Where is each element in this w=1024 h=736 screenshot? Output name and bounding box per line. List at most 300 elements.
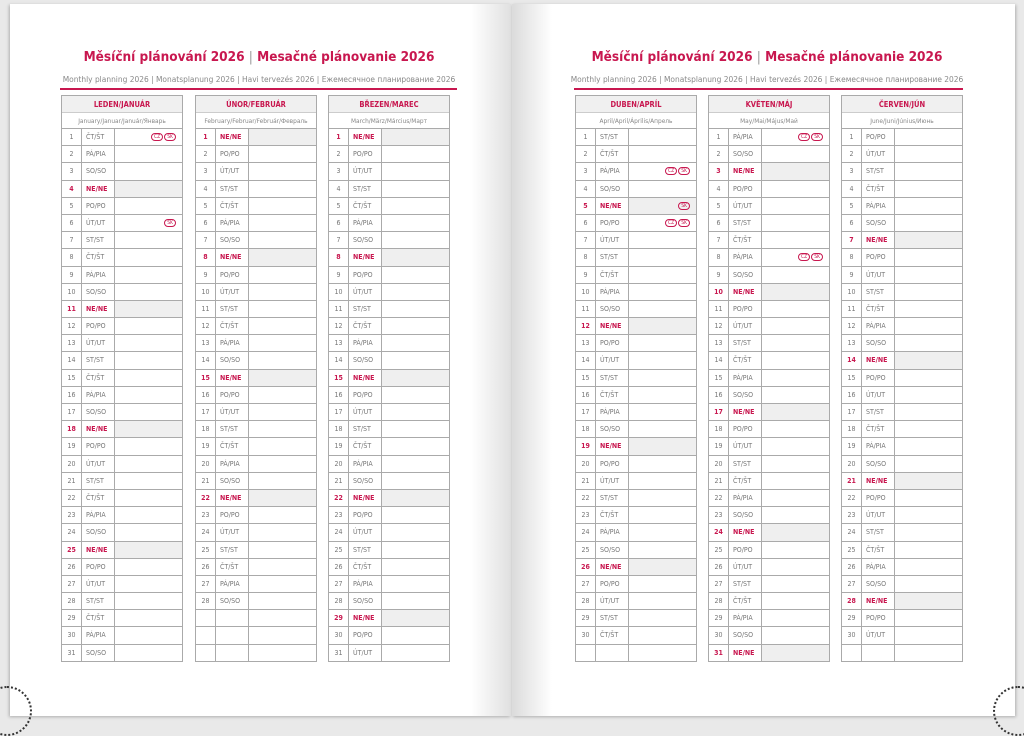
note-cell[interactable]	[115, 318, 182, 334]
day-row[interactable]	[196, 490, 316, 507]
day-row[interactable]	[196, 267, 316, 284]
note-cell[interactable]	[382, 438, 449, 454]
note-cell[interactable]	[762, 627, 829, 643]
day-row[interactable]	[842, 542, 962, 559]
note-cell[interactable]	[115, 627, 182, 643]
day-row[interactable]	[576, 490, 696, 507]
note-cell[interactable]	[895, 627, 962, 643]
note-cell[interactable]	[249, 198, 316, 214]
note-cell[interactable]	[629, 524, 696, 540]
note-cell[interactable]	[115, 232, 182, 248]
note-cell[interactable]	[629, 284, 696, 300]
day-row[interactable]	[196, 163, 316, 180]
day-row[interactable]	[576, 352, 696, 369]
note-cell[interactable]	[115, 352, 182, 368]
note-cell[interactable]	[382, 232, 449, 248]
day-row[interactable]	[62, 438, 182, 455]
note-cell[interactable]	[382, 352, 449, 368]
day-row[interactable]	[62, 284, 182, 301]
day-row[interactable]	[709, 542, 829, 559]
day-row[interactable]	[709, 490, 829, 507]
day-row[interactable]	[196, 438, 316, 455]
note-cell[interactable]	[629, 146, 696, 162]
day-row[interactable]	[842, 146, 962, 163]
day-row[interactable]	[329, 387, 449, 404]
day-row[interactable]	[62, 318, 182, 335]
day-row[interactable]	[62, 524, 182, 541]
day-row[interactable]	[842, 610, 962, 627]
day-row[interactable]	[62, 129, 182, 146]
day-row[interactable]	[196, 645, 316, 662]
day-row[interactable]	[196, 249, 316, 266]
day-row[interactable]	[62, 301, 182, 318]
day-row[interactable]	[576, 542, 696, 559]
note-cell[interactable]	[762, 215, 829, 231]
note-cell[interactable]	[895, 387, 962, 403]
day-row[interactable]	[329, 267, 449, 284]
day-row[interactable]	[709, 404, 829, 421]
day-row[interactable]	[709, 249, 829, 266]
day-row[interactable]	[62, 198, 182, 215]
day-row[interactable]	[709, 645, 829, 662]
day-row[interactable]	[329, 370, 449, 387]
note-cell[interactable]	[895, 559, 962, 575]
day-row[interactable]	[196, 559, 316, 576]
note-cell[interactable]	[895, 352, 962, 368]
note-cell[interactable]	[762, 559, 829, 575]
note-cell[interactable]	[762, 163, 829, 179]
day-row[interactable]	[576, 370, 696, 387]
day-row[interactable]	[329, 352, 449, 369]
note-cell[interactable]	[249, 215, 316, 231]
day-row[interactable]	[576, 610, 696, 627]
note-cell[interactable]	[249, 249, 316, 265]
day-row[interactable]	[842, 198, 962, 215]
day-row[interactable]	[576, 473, 696, 490]
note-cell[interactable]	[895, 576, 962, 592]
day-row[interactable]	[709, 318, 829, 335]
day-row[interactable]	[709, 301, 829, 318]
day-row[interactable]	[576, 404, 696, 421]
note-cell[interactable]	[895, 438, 962, 454]
day-row[interactable]	[196, 301, 316, 318]
note-cell[interactable]	[249, 438, 316, 454]
day-row[interactable]	[329, 129, 449, 146]
day-row[interactable]	[62, 215, 182, 232]
note-cell[interactable]	[382, 215, 449, 231]
day-row[interactable]	[196, 473, 316, 490]
note-cell[interactable]	[382, 473, 449, 489]
note-cell[interactable]	[629, 490, 696, 506]
day-row[interactable]	[62, 593, 182, 610]
day-row[interactable]	[709, 593, 829, 610]
day-row[interactable]	[196, 593, 316, 610]
note-cell[interactable]	[895, 404, 962, 420]
note-cell[interactable]	[762, 181, 829, 197]
day-row[interactable]	[842, 473, 962, 490]
note-cell[interactable]	[762, 198, 829, 214]
note-cell[interactable]	[382, 610, 449, 626]
note-cell[interactable]	[115, 301, 182, 317]
note-cell[interactable]	[382, 645, 449, 661]
note-cell[interactable]	[382, 146, 449, 162]
day-row[interactable]	[709, 181, 829, 198]
note-cell[interactable]	[629, 198, 696, 214]
note-cell[interactable]	[249, 370, 316, 386]
note-cell[interactable]	[382, 301, 449, 317]
note-cell[interactable]	[895, 215, 962, 231]
day-row[interactable]	[196, 507, 316, 524]
note-cell[interactable]	[115, 456, 182, 472]
day-row[interactable]	[62, 576, 182, 593]
day-row[interactable]	[62, 421, 182, 438]
note-cell[interactable]	[382, 370, 449, 386]
day-row[interactable]	[329, 524, 449, 541]
day-row[interactable]	[842, 456, 962, 473]
note-cell[interactable]	[762, 146, 829, 162]
day-row[interactable]	[196, 370, 316, 387]
day-row[interactable]	[709, 576, 829, 593]
note-cell[interactable]	[629, 249, 696, 265]
note-cell[interactable]	[249, 507, 316, 523]
day-row[interactable]	[709, 284, 829, 301]
note-cell[interactable]	[382, 404, 449, 420]
day-row[interactable]	[329, 490, 449, 507]
note-cell[interactable]	[762, 232, 829, 248]
note-cell[interactable]	[382, 387, 449, 403]
day-row[interactable]	[842, 163, 962, 180]
day-row[interactable]	[576, 645, 696, 662]
note-cell[interactable]	[115, 490, 182, 506]
note-cell[interactable]	[115, 129, 182, 145]
note-cell[interactable]	[382, 421, 449, 437]
note-cell[interactable]	[762, 129, 829, 145]
day-row[interactable]	[576, 421, 696, 438]
day-row[interactable]	[62, 267, 182, 284]
day-row[interactable]	[842, 404, 962, 421]
note-cell[interactable]	[629, 559, 696, 575]
day-row[interactable]	[196, 576, 316, 593]
day-row[interactable]	[196, 181, 316, 198]
day-row[interactable]	[196, 232, 316, 249]
day-row[interactable]	[709, 232, 829, 249]
day-row[interactable]	[329, 507, 449, 524]
day-row[interactable]	[62, 610, 182, 627]
day-row[interactable]	[329, 542, 449, 559]
note-cell[interactable]	[895, 456, 962, 472]
day-row[interactable]	[62, 352, 182, 369]
day-row[interactable]	[196, 352, 316, 369]
day-row[interactable]	[709, 163, 829, 180]
day-row[interactable]	[842, 576, 962, 593]
day-row[interactable]	[329, 421, 449, 438]
note-cell[interactable]	[115, 593, 182, 609]
note-cell[interactable]	[762, 404, 829, 420]
note-cell[interactable]	[115, 181, 182, 197]
day-row[interactable]	[576, 129, 696, 146]
day-row[interactable]	[709, 267, 829, 284]
note-cell[interactable]	[762, 335, 829, 351]
day-row[interactable]	[842, 421, 962, 438]
note-cell[interactable]	[382, 456, 449, 472]
note-cell[interactable]	[895, 335, 962, 351]
note-cell[interactable]	[895, 318, 962, 334]
note-cell[interactable]	[895, 301, 962, 317]
note-cell[interactable]	[382, 576, 449, 592]
note-cell[interactable]	[115, 610, 182, 626]
day-row[interactable]	[576, 507, 696, 524]
note-cell[interactable]	[895, 421, 962, 437]
note-cell[interactable]	[382, 181, 449, 197]
day-row[interactable]	[576, 593, 696, 610]
day-row[interactable]	[329, 576, 449, 593]
day-row[interactable]	[329, 232, 449, 249]
note-cell[interactable]	[382, 593, 449, 609]
note-cell[interactable]	[249, 352, 316, 368]
note-cell[interactable]	[249, 129, 316, 145]
day-row[interactable]	[709, 627, 829, 644]
day-row[interactable]	[329, 456, 449, 473]
day-row[interactable]	[709, 146, 829, 163]
note-cell[interactable]	[115, 370, 182, 386]
note-cell[interactable]	[382, 507, 449, 523]
day-row[interactable]	[576, 387, 696, 404]
day-row[interactable]	[709, 524, 829, 541]
day-row[interactable]	[709, 421, 829, 438]
day-row[interactable]	[62, 249, 182, 266]
note-cell[interactable]	[895, 267, 962, 283]
day-row[interactable]	[196, 610, 316, 627]
note-cell[interactable]	[382, 129, 449, 145]
note-cell[interactable]	[249, 559, 316, 575]
day-row[interactable]	[709, 473, 829, 490]
note-cell[interactable]	[115, 387, 182, 403]
note-cell[interactable]	[629, 456, 696, 472]
note-cell[interactable]	[249, 456, 316, 472]
note-cell[interactable]	[382, 542, 449, 558]
note-cell[interactable]	[629, 507, 696, 523]
note-cell[interactable]	[629, 387, 696, 403]
note-cell[interactable]	[762, 318, 829, 334]
note-cell[interactable]	[115, 559, 182, 575]
note-cell[interactable]	[115, 249, 182, 265]
day-row[interactable]	[842, 352, 962, 369]
day-row[interactable]	[62, 559, 182, 576]
note-cell[interactable]	[249, 610, 316, 626]
note-cell[interactable]	[249, 542, 316, 558]
day-row[interactable]	[842, 215, 962, 232]
day-row[interactable]	[842, 318, 962, 335]
note-cell[interactable]	[762, 490, 829, 506]
day-row[interactable]	[709, 559, 829, 576]
day-row[interactable]	[842, 438, 962, 455]
day-row[interactable]	[842, 524, 962, 541]
note-cell[interactable]	[895, 542, 962, 558]
note-cell[interactable]	[895, 593, 962, 609]
day-row[interactable]	[329, 627, 449, 644]
note-cell[interactable]	[382, 284, 449, 300]
day-row[interactable]	[62, 473, 182, 490]
day-row[interactable]	[842, 232, 962, 249]
day-row[interactable]	[62, 404, 182, 421]
day-row[interactable]	[576, 249, 696, 266]
note-cell[interactable]	[895, 507, 962, 523]
note-cell[interactable]	[249, 404, 316, 420]
note-cell[interactable]	[249, 146, 316, 162]
day-row[interactable]	[196, 524, 316, 541]
day-row[interactable]	[329, 146, 449, 163]
day-row[interactable]	[709, 456, 829, 473]
day-row[interactable]	[62, 181, 182, 198]
day-row[interactable]	[842, 507, 962, 524]
note-cell[interactable]	[115, 163, 182, 179]
note-cell[interactable]	[762, 542, 829, 558]
day-row[interactable]	[196, 335, 316, 352]
note-cell[interactable]	[895, 610, 962, 626]
day-row[interactable]	[196, 146, 316, 163]
note-cell[interactable]	[629, 318, 696, 334]
day-row[interactable]	[709, 507, 829, 524]
note-cell[interactable]	[762, 593, 829, 609]
note-cell[interactable]	[629, 610, 696, 626]
day-row[interactable]	[329, 301, 449, 318]
note-cell[interactable]	[895, 146, 962, 162]
day-row[interactable]	[709, 370, 829, 387]
note-cell[interactable]	[249, 387, 316, 403]
note-cell[interactable]	[629, 473, 696, 489]
day-row[interactable]	[329, 645, 449, 662]
day-row[interactable]	[329, 610, 449, 627]
note-cell[interactable]	[382, 249, 449, 265]
day-row[interactable]	[576, 215, 696, 232]
day-row[interactable]	[329, 249, 449, 266]
note-cell[interactable]	[249, 163, 316, 179]
day-row[interactable]	[196, 129, 316, 146]
note-cell[interactable]	[382, 267, 449, 283]
day-row[interactable]	[576, 438, 696, 455]
day-row[interactable]	[576, 456, 696, 473]
day-row[interactable]	[196, 542, 316, 559]
day-row[interactable]	[842, 627, 962, 644]
day-row[interactable]	[62, 387, 182, 404]
day-row[interactable]	[709, 215, 829, 232]
note-cell[interactable]	[115, 473, 182, 489]
note-cell[interactable]	[895, 181, 962, 197]
day-row[interactable]	[576, 198, 696, 215]
day-row[interactable]	[329, 335, 449, 352]
note-cell[interactable]	[762, 610, 829, 626]
day-row[interactable]	[329, 215, 449, 232]
day-row[interactable]	[329, 438, 449, 455]
note-cell[interactable]	[895, 284, 962, 300]
note-cell[interactable]	[249, 576, 316, 592]
note-cell[interactable]	[249, 284, 316, 300]
note-cell[interactable]	[895, 473, 962, 489]
day-row[interactable]	[576, 318, 696, 335]
note-cell[interactable]	[629, 542, 696, 558]
note-cell[interactable]	[249, 335, 316, 351]
note-cell[interactable]	[762, 352, 829, 368]
day-row[interactable]	[842, 387, 962, 404]
note-cell[interactable]	[762, 507, 829, 523]
day-row[interactable]	[842, 181, 962, 198]
day-row[interactable]	[196, 198, 316, 215]
day-row[interactable]	[196, 627, 316, 644]
note-cell[interactable]	[629, 352, 696, 368]
note-cell[interactable]	[115, 215, 182, 231]
note-cell[interactable]	[762, 370, 829, 386]
note-cell[interactable]	[249, 421, 316, 437]
day-row[interactable]	[576, 576, 696, 593]
note-cell[interactable]	[249, 232, 316, 248]
note-cell[interactable]	[629, 232, 696, 248]
day-row[interactable]	[196, 215, 316, 232]
note-cell[interactable]	[115, 524, 182, 540]
note-cell[interactable]	[629, 163, 696, 179]
day-row[interactable]	[842, 301, 962, 318]
note-cell[interactable]	[249, 267, 316, 283]
note-cell[interactable]	[249, 627, 316, 643]
note-cell[interactable]	[382, 318, 449, 334]
note-cell[interactable]	[629, 645, 696, 661]
day-row[interactable]	[62, 627, 182, 644]
day-row[interactable]	[576, 267, 696, 284]
note-cell[interactable]	[115, 421, 182, 437]
day-row[interactable]	[842, 593, 962, 610]
note-cell[interactable]	[249, 318, 316, 334]
day-row[interactable]	[329, 404, 449, 421]
note-cell[interactable]	[249, 593, 316, 609]
day-row[interactable]	[62, 370, 182, 387]
day-row[interactable]	[196, 387, 316, 404]
day-row[interactable]	[842, 249, 962, 266]
note-cell[interactable]	[762, 267, 829, 283]
note-cell[interactable]	[762, 456, 829, 472]
note-cell[interactable]	[115, 507, 182, 523]
note-cell[interactable]	[115, 542, 182, 558]
day-row[interactable]	[62, 490, 182, 507]
day-row[interactable]	[329, 593, 449, 610]
day-row[interactable]	[576, 146, 696, 163]
note-cell[interactable]	[762, 645, 829, 661]
note-cell[interactable]	[629, 129, 696, 145]
note-cell[interactable]	[249, 645, 316, 661]
day-row[interactable]	[576, 627, 696, 644]
day-row[interactable]	[62, 542, 182, 559]
day-row[interactable]	[842, 490, 962, 507]
day-row[interactable]	[842, 370, 962, 387]
note-cell[interactable]	[629, 181, 696, 197]
note-cell[interactable]	[629, 370, 696, 386]
note-cell[interactable]	[895, 249, 962, 265]
day-row[interactable]	[329, 559, 449, 576]
day-row[interactable]	[576, 559, 696, 576]
day-row[interactable]	[329, 284, 449, 301]
day-row[interactable]	[329, 318, 449, 335]
day-row[interactable]	[62, 507, 182, 524]
note-cell[interactable]	[629, 593, 696, 609]
day-row[interactable]	[62, 645, 182, 662]
note-cell[interactable]	[895, 524, 962, 540]
note-cell[interactable]	[115, 335, 182, 351]
note-cell[interactable]	[249, 524, 316, 540]
day-row[interactable]	[576, 284, 696, 301]
note-cell[interactable]	[115, 267, 182, 283]
day-row[interactable]	[576, 181, 696, 198]
note-cell[interactable]	[895, 163, 962, 179]
day-row[interactable]	[576, 301, 696, 318]
day-row[interactable]	[329, 163, 449, 180]
